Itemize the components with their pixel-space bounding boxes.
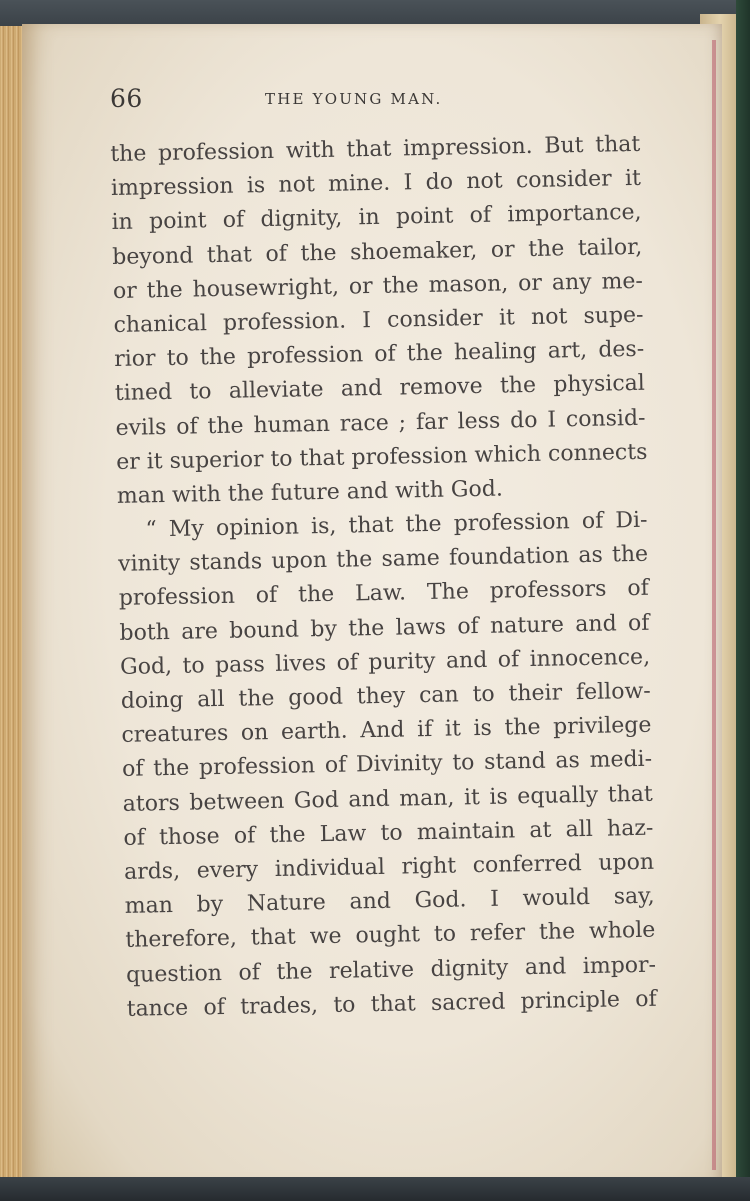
text-line: man by Nature and God. I would say, — [124, 883, 655, 919]
text-line: beyond that of the shoemaker, or the tailor, — [112, 234, 643, 270]
book-cover-bottom — [0, 1177, 750, 1201]
text-line: tined to alleviate and remove the physical — [114, 371, 646, 407]
text-line: God, to pass lives of purity and of innocence, — [119, 644, 651, 680]
text-line: doing all the good they can to their fellow- — [120, 678, 651, 714]
text-line: or the housewright, or the mason, or any me- — [112, 268, 644, 304]
text-line: in point of dignity, in point of importance, — [111, 200, 642, 236]
text-line: both are bound by the laws of nature and of — [119, 610, 650, 646]
body-text — [110, 128, 657, 1027]
text-line: ards, every individual right conferred upon — [123, 849, 655, 885]
text-line: question of the relative dignity and impor- — [125, 952, 657, 988]
page-edge-shadow — [712, 40, 716, 1170]
text-line: chanical profession. I consider it not supe- — [113, 302, 644, 338]
running-head: THE YOUNG MAN. — [265, 90, 443, 108]
page-number: 66 — [110, 84, 143, 113]
text-line: ators between God and man, it is equally that — [122, 781, 653, 817]
text-line: of the profession of Divinity to stand as medi- — [121, 747, 653, 783]
text-line: the profession with that impression. But that — [110, 131, 641, 167]
text-line: therefore, that we ought to refer the whole — [125, 917, 656, 954]
text-line: rior to the profession of the healing art, des- — [114, 336, 645, 373]
page-header — [110, 84, 630, 114]
text-line: man with the future and with God. — [116, 476, 504, 509]
text-line: of those of the Law to maintain at all haz- — [123, 815, 654, 851]
text-line: vinity stands upon the same foundation as the — [117, 541, 649, 578]
text-line: evils of the human race ; far less do I consid- — [115, 405, 646, 441]
text-line: profession of the Law. The professors of — [118, 576, 649, 612]
text-line: tance of trades, to that sacred principle of — [126, 986, 657, 1022]
book-cover-right — [736, 0, 750, 1201]
text-line: creatures on earth. And if it is the privilege — [121, 712, 652, 749]
text-line: impression is not mine. I do not consider it — [110, 166, 642, 202]
text-line: “ My opinion is, that the profession of Di- — [145, 507, 648, 543]
text-line: er it superior to that profession which connects — [115, 439, 648, 475]
